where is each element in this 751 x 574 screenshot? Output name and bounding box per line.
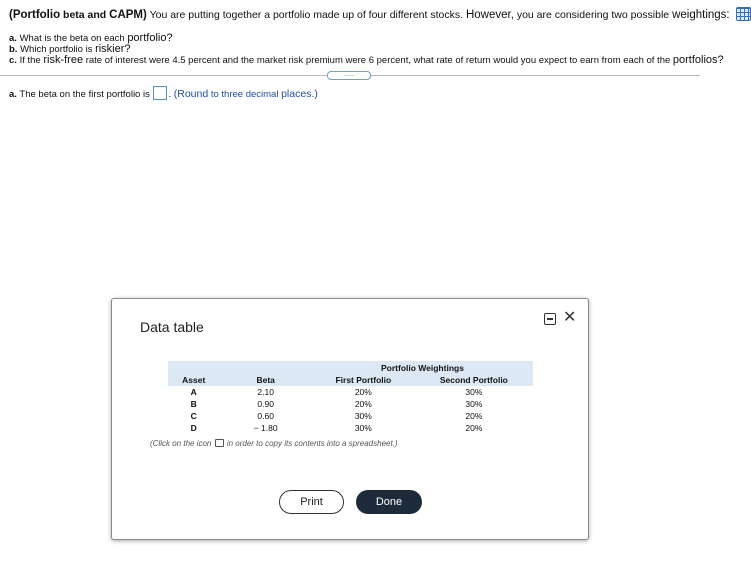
title-part: (Portfolio — [9, 9, 61, 21]
answer-input[interactable] — [153, 86, 167, 100]
column-header: First Portfolio — [312, 374, 415, 386]
spreadsheet-icon[interactable] — [215, 439, 224, 447]
close-icon[interactable]: ✕ — [563, 309, 577, 326]
print-button[interactable]: Print — [279, 490, 344, 514]
title-text: You are putting together a portfolio made up of four different stocks. — [149, 9, 464, 21]
answer-hint: to three decimal — [210, 89, 279, 100]
note-text: in order to copy its contents into a spreadsheet.) — [226, 439, 398, 448]
question-label: b. — [9, 44, 18, 55]
column-header: Beta — [219, 374, 312, 386]
table-cell: − 1.80 — [253, 423, 278, 433]
table-cell: 30% — [465, 399, 483, 409]
answer-text: The beta on the first portfolio is — [19, 89, 150, 100]
copy-note — [150, 439, 398, 448]
data-table — [168, 361, 533, 434]
table-cell: 30% — [354, 411, 372, 421]
table-cell: C — [190, 411, 197, 421]
table-cell: 20% — [465, 411, 483, 421]
table-cell: 0.90 — [257, 399, 274, 409]
answer-label: a. — [9, 89, 17, 100]
question-text: riskier? — [95, 43, 131, 55]
data-table-dialog — [111, 298, 589, 540]
minimize-icon[interactable] — [544, 313, 556, 325]
title-text: However, — [465, 9, 514, 21]
question-c — [9, 54, 724, 66]
question-label: c. — [9, 55, 17, 66]
expand-more-button[interactable]: ..... — [327, 71, 371, 80]
question-text: Which portfolio is — [20, 44, 93, 55]
title-part: CAPM) — [109, 9, 147, 21]
question-label: a. — [9, 33, 17, 44]
table-cell: B — [190, 399, 197, 409]
table-group-header-row — [168, 361, 533, 374]
table-row — [168, 422, 533, 434]
table-header-row — [168, 374, 533, 386]
column-header: Second Portfolio — [415, 374, 533, 386]
title-text: weightings: — [672, 9, 730, 21]
table-cell: 30% — [465, 387, 483, 397]
table-cell: 0.60 — [257, 411, 274, 421]
group-header: Portfolio Weightings — [312, 361, 533, 374]
title-part: beta and — [63, 9, 107, 21]
question-text: portfolio? — [127, 32, 173, 44]
question-text: risk-free — [43, 54, 84, 66]
question-text: rate of interest were 4.5 percent and the market risk premium were 6 percent, what rate of return would you expect to earn from each of the — [85, 55, 671, 66]
note-text: (Click on the icon — [150, 439, 212, 448]
question-text: If the — [19, 55, 41, 66]
table-cell: 20% — [354, 399, 372, 409]
answer-hint: (Round — [173, 88, 209, 100]
table-row — [168, 410, 533, 422]
table-cell: 30% — [354, 423, 372, 433]
column-header: Asset — [168, 374, 219, 386]
done-button[interactable]: Done — [356, 490, 422, 514]
answer-line — [9, 86, 318, 100]
question-text: portfolios? — [672, 54, 724, 66]
table-cell: D — [190, 423, 197, 433]
table-cell: 20% — [354, 387, 372, 397]
table-row — [168, 398, 533, 410]
table-cell: A — [190, 387, 197, 397]
dialog-title: Data table — [140, 319, 204, 335]
table-row — [168, 386, 533, 398]
title-text: you are considering two possible — [516, 9, 670, 21]
table-cell: 20% — [465, 423, 483, 433]
problem-title — [9, 7, 751, 21]
answer-hint: places.) — [281, 88, 318, 100]
answer-period: . — [168, 89, 172, 100]
table-cell: 2.10 — [257, 387, 274, 397]
data-table-icon[interactable] — [736, 7, 751, 21]
question-text: What is the beta on each — [19, 33, 125, 44]
